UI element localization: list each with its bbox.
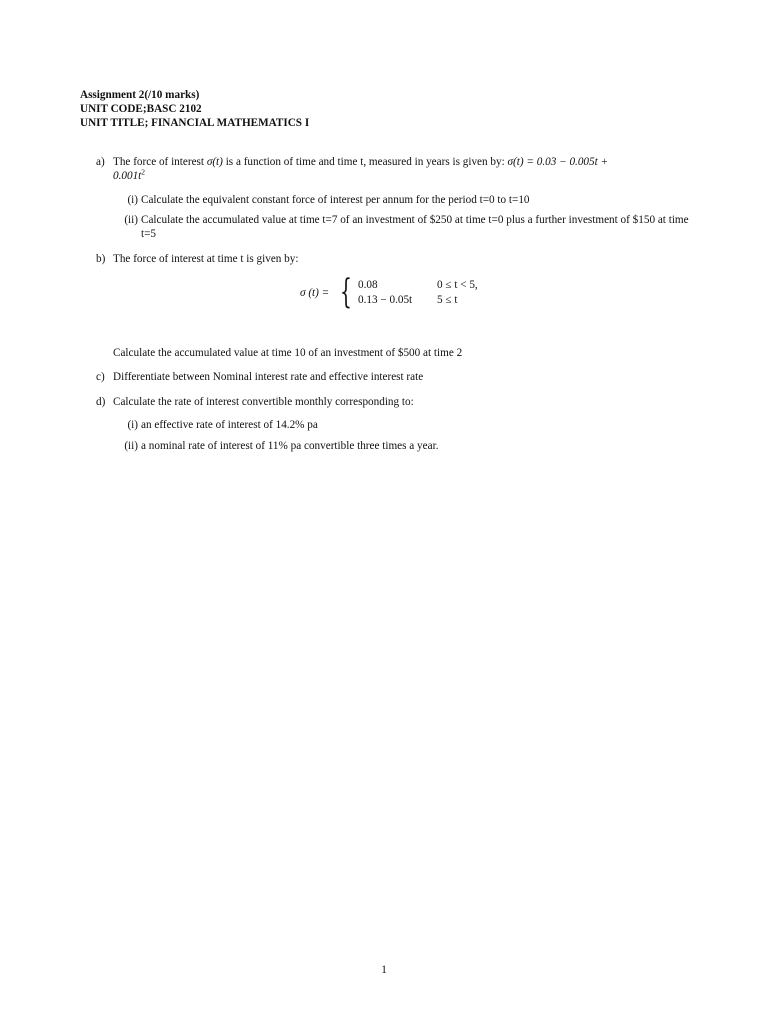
question-d — [96, 395, 706, 409]
sub-text: a nominal rate of interest of 11% pa convertible three times a year. — [141, 440, 439, 452]
unit-title: UNIT TITLE; FINANCIAL MATHEMATICS I — [80, 117, 310, 129]
sub-text: Calculate the accumulated value at time t=7 of an investment of $250 at time t=0 plus a further investment of $150 at time t=5 — [141, 214, 689, 240]
question-b-followup — [96, 346, 706, 360]
formula-exponent: 2 — [141, 167, 146, 177]
sub-text: an effective rate of interest of 14.2% pa — [141, 419, 318, 431]
question-a-sub-i — [118, 193, 706, 207]
sub-label: (i) — [127, 419, 138, 431]
sub-label: (ii) — [124, 214, 138, 226]
unit-code: UNIT CODE;BASC 2102 — [80, 103, 202, 115]
piecewise-lhs: σ (t) = — [300, 287, 330, 299]
piecewise-row1-value: 0.08 — [358, 279, 378, 291]
sub-label: (ii) — [124, 440, 138, 452]
question-d-label: d) — [96, 396, 106, 408]
question-b-label: b) — [96, 253, 106, 265]
question-c-label: c) — [96, 371, 105, 383]
question-d-sub-i — [118, 418, 706, 432]
question-a-label: a) — [96, 156, 105, 168]
question-b — [96, 252, 706, 266]
formula-line2: 0.001t — [113, 170, 142, 182]
question-b-followup-text: Calculate the accumulated value at time 10 of an investment of $500 at time 2 — [113, 347, 463, 359]
sub-text: Calculate the equivalent constant force of interest per annum for the period t=0 to t=10 — [141, 194, 530, 206]
question-a-text: The force of interest σ(t) is a function of time and time t, measured in years is given by: σ(t) = 0.03 − 0.005t + $0.001t^2$ — [113, 156, 609, 182]
assignment-header — [80, 88, 309, 130]
page-number: 1 — [381, 964, 387, 976]
assignment-title: Assignment 2(/10 marks) — [80, 89, 200, 101]
piecewise-row2-value: 0.13 − 0.05t — [358, 294, 413, 306]
left-brace: { — [340, 272, 352, 312]
piecewise-formula — [300, 272, 520, 312]
question-d-sub-ii — [118, 439, 706, 453]
formula-rhs: 0.03 − 0.005t + — [536, 156, 609, 168]
question-a — [96, 155, 706, 183]
question-c-text: Differentiate between Nominal interest rate and effective interest rate — [113, 371, 424, 383]
formula-lhs: σ(t) = — [507, 156, 537, 168]
sigma-t: σ(t) — [206, 156, 223, 168]
question-b-text: The force of interest at time t is given by: — [113, 253, 299, 265]
piecewise-row2-condition: 5 ≤ t — [437, 294, 458, 306]
question-d-text: Calculate the rate of interest convertible monthly corresponding to: — [113, 396, 414, 408]
question-a-sub-ii — [118, 213, 706, 241]
question-c — [96, 370, 706, 384]
piecewise-row1-condition: 0 ≤ t < 5, — [437, 279, 478, 291]
sub-label: (i) — [127, 194, 138, 206]
